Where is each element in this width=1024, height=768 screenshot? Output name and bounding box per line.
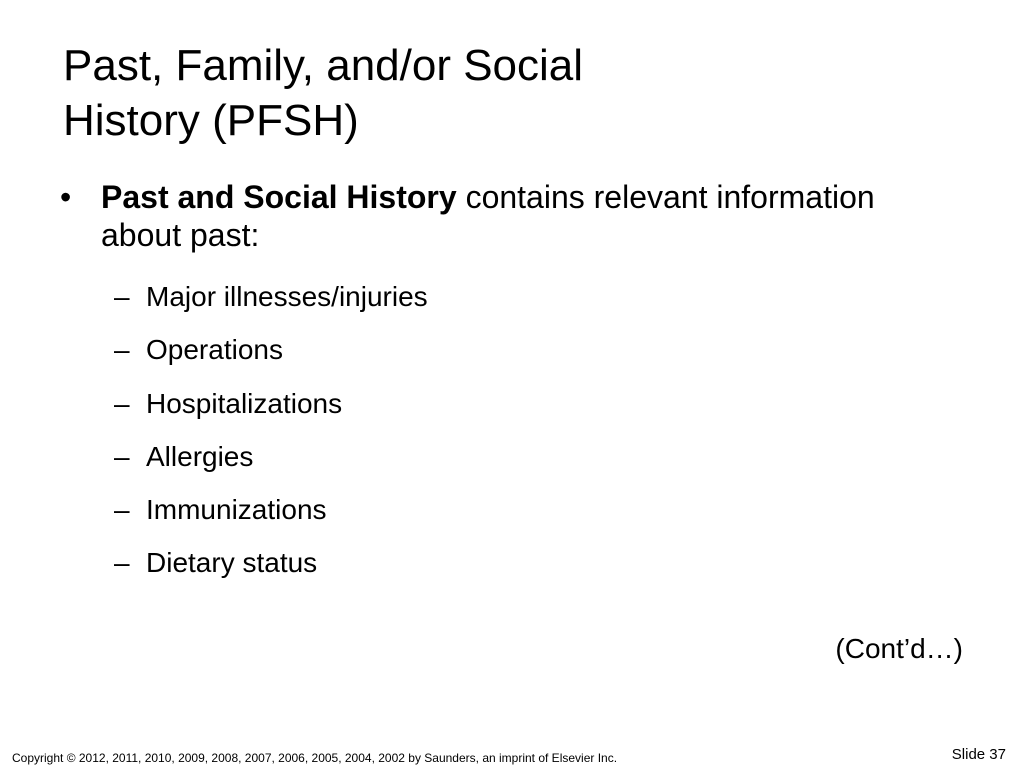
dash-marker: –: [114, 281, 130, 312]
sub-bullet-text: Dietary status: [146, 547, 318, 579]
sub-bullet-item: [114, 438, 428, 491]
continued-label: (Cont’d…): [835, 633, 963, 664]
slide-title: [63, 38, 963, 148]
sub-bullet-list: [114, 278, 428, 598]
copyright-notice: Copyright © 2012, 2011, 2010, 2009, 2008, 2007, 2006, 2005, 2004, 2002 by Saunders, an imprint of Elsevier Inc.: [12, 751, 618, 765]
bullet-rest-text: contains relevant information about past:: [101, 179, 875, 253]
dash-marker: –: [114, 334, 130, 366]
bullet-bold-text: Past and Social History: [101, 179, 457, 215]
main-bullet: [60, 178, 960, 254]
sub-bullet-item: [114, 278, 428, 331]
sub-bullet-item: [114, 544, 428, 597]
dash-marker: –: [114, 387, 130, 419]
sub-bullet-item: [114, 331, 428, 384]
sub-bullet-item: [114, 491, 428, 544]
dash-marker: –: [114, 547, 130, 579]
slide-number: Slide 37: [951, 746, 1006, 763]
dash-marker: –: [114, 440, 130, 472]
sub-bullet-text: Immunizations: [146, 494, 327, 526]
sub-bullet-text: Operations: [146, 334, 283, 366]
dash-marker: –: [114, 494, 130, 526]
bullet-text: [101, 178, 960, 254]
sub-bullet-text: Major illnesses/injuries: [146, 281, 428, 312]
sub-bullet-item: [114, 385, 428, 438]
slide-title-line-1: Past, Family, and/or Social: [63, 41, 584, 90]
sub-bullet-text: Allergies: [146, 440, 254, 472]
sub-bullet-text: Hospitalizations: [146, 387, 343, 419]
slide-title-line-2: History (PFSH): [63, 96, 359, 145]
bullet-marker: •: [60, 179, 72, 215]
